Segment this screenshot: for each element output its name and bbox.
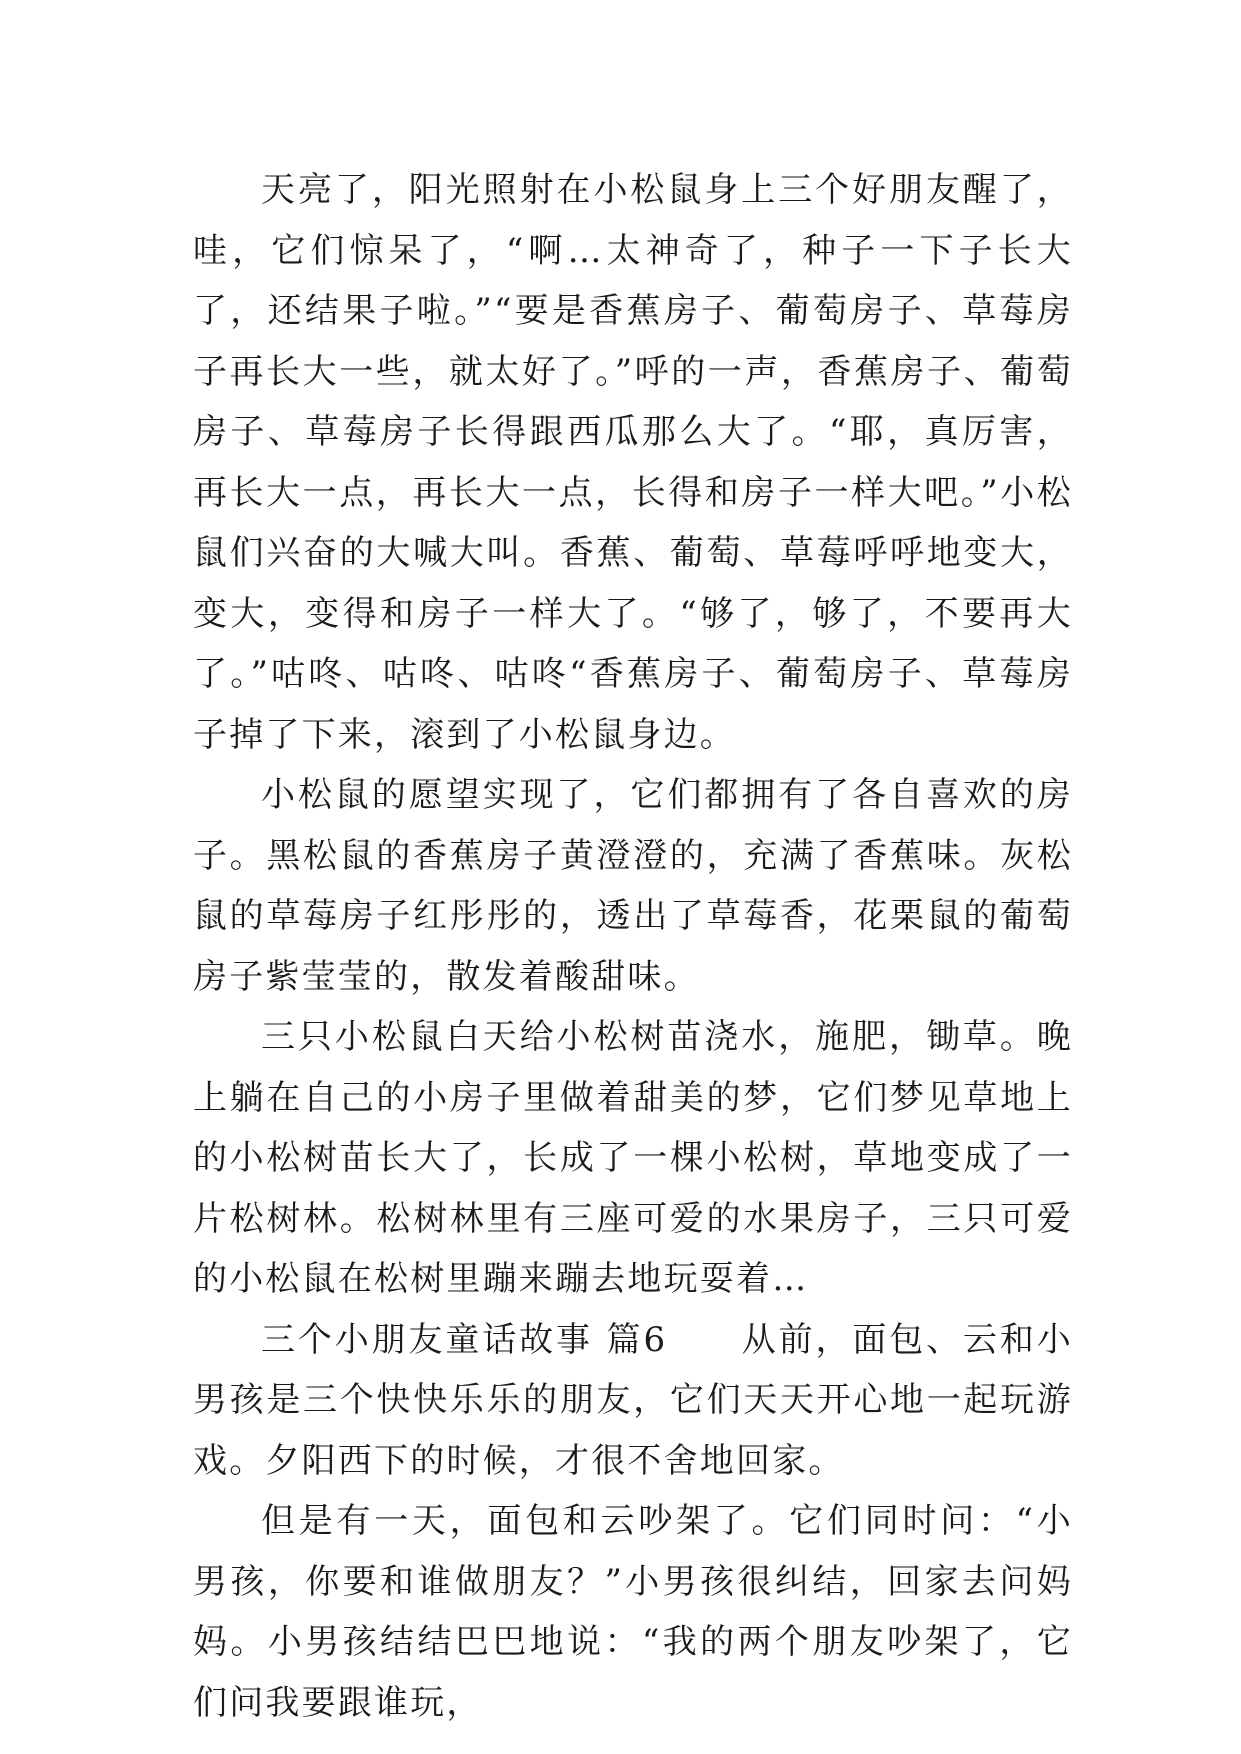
paragraph-3: 三只小松鼠白天给小松树苗浇水，施肥，锄草。晚上躺在自己的小房子里做着甜美的梦，它们梦见草地上的小松树苗长大了，长成了一棵小松树，草地变成了一片松树林。松树林里有三座可爱的水果房子，三只可爱的小松鼠在松树里蹦来蹦去地玩耍着… — [193, 1017, 1073, 1299]
paragraph-2: 小松鼠的愿望实现了，它们都拥有了各自喜欢的房子。黑松鼠的香蕉房子黄澄澄的，充满了香蕉味。灰松鼠的草莓房子红彤彤的，透出了草莓香，花栗鼠的葡萄房子紫莹莹的，散发着酸甜味。 — [193, 775, 1073, 997]
paragraph-4: 三个小朋友童话故事 篇6 从前，面包、云和小男孩是三个快快乐乐的朋友，它们天天开心地一起玩游戏。夕阳西下的时候，才很不舍地回家。 — [193, 1319, 1073, 1481]
paragraph-1: 天亮了，阳光照射在小松鼠身上三个好朋友醒了，哇，它们惊呆了，“啊…太神奇了，种子一下子长大了，还结果子啦。”“要是香蕉房子、葡萄房子、草莓房子再长大一些，就太好了。”呼的一声，香蕉房子、葡萄房子、草莓房子长得跟西瓜那么大了。“耶，真厉害，再长大一点，再长大一点，长得和房子一样大吧。”小松鼠们兴奋的大喊大叫。香蕉、葡萄、草莓呼呼地变大，变大，变得和房子一样大了。“够了，够了，不要再大了。”咕咚、咕咚、咕咚“香蕉房子、葡萄房子、草莓房子掉了下来，滚到了小松鼠身边。 — [193, 170, 1073, 755]
document-body — [193, 160, 1073, 1733]
paragraph-5: 但是有一天，面包和云吵架了。它们同时问：“小男孩，你要和谁做朋友？”小男孩很纠结，回家去问妈妈。小男孩结结巴巴地说：“我的两个朋友吵架了，它们问我要跟谁玩， — [193, 1501, 1073, 1723]
